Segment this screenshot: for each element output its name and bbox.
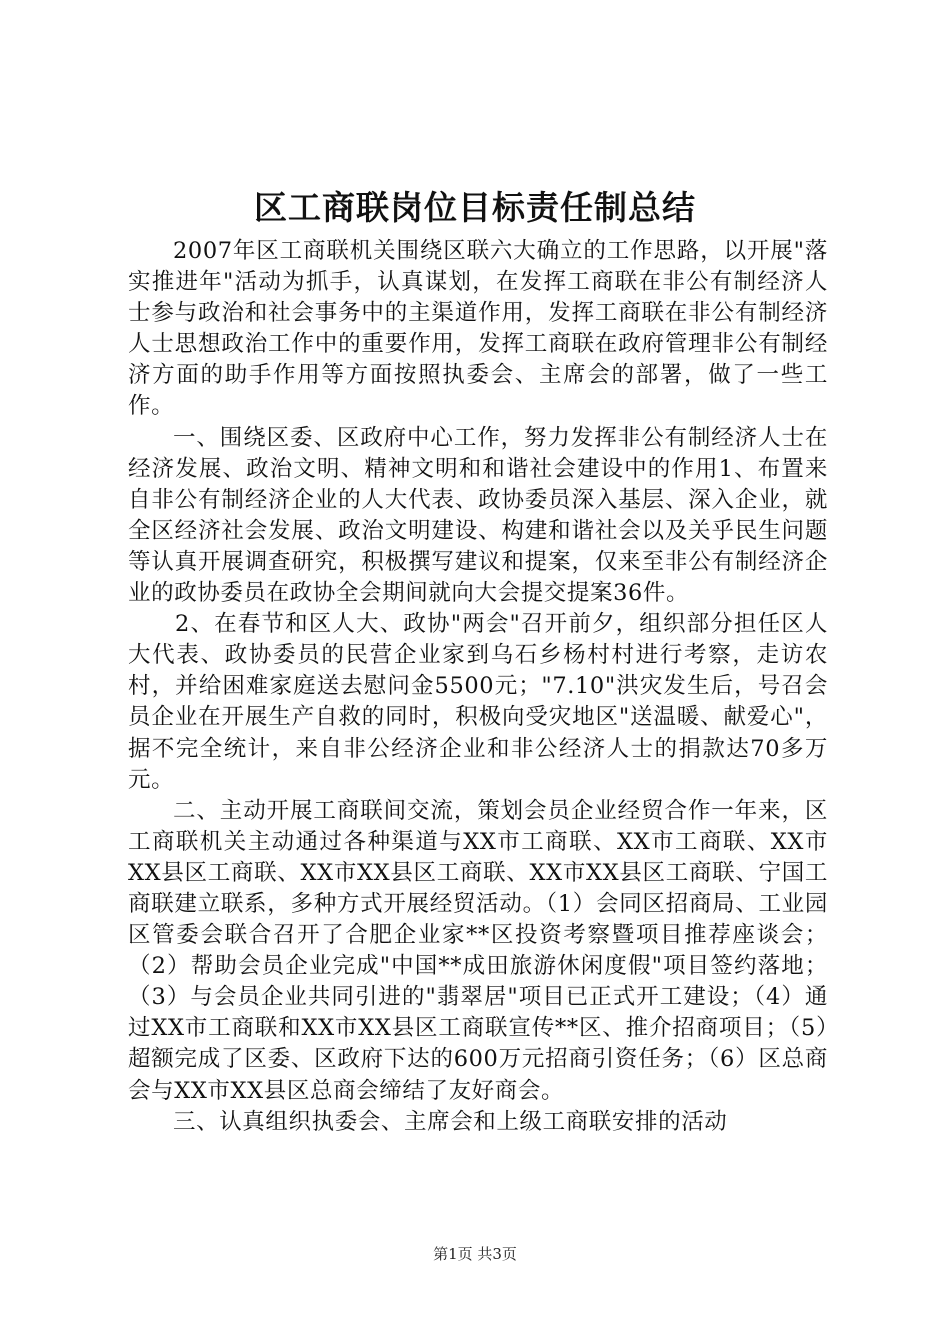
paragraph-section-1: 一、围绕区委、区政府中心工作，努力发挥非公有制经济人士在经济发展、政治文明、精神文明和和谐社会建设中的作用1、布置来自非公有制经济企业的人大代表、政协委员深入基层、深入企业，就全区经济社会发展、政治文明建设、构建和谐社会以及关乎民生问题等认真开展调查研究，积极撰写建议和提案，仅来至非公有制经济企业的政协委员在政协全会期间就向大会提交提案36件。 (128, 424, 828, 607)
paragraph-intro: 2007年区工商联机关围绕区联六大确立的工作思路，以开展"落实推进年"活动为抓手，认真谋划，在发挥工商联在非公有制经济人士参与政治和社会事务中的主渠道作用，发挥工商联在非公有制经济人士思想政治工作中的重要作用，发挥工商联在政府管理非公有制经济方面的助手作用等方面按照执委会、主席会的部署，做了一些工作。 (128, 238, 828, 420)
paragraph-item-2: 2、在春节和区人大、政协"两会"召开前夕，组织部分担任区人大代表、政协委员的民营企业家到乌石乡杨村村进行考察，走访农村，并给困难家庭送去慰问金5500元；"7.10"洪灾发生后，号召会员企业在开展生产自救的同时，积极向受灾地区"送温暖、献爱心"，据不完全统计，来自非公经济企业和非公经济人士的捐款达70多万元。 (128, 611, 828, 793)
page-footer: 第1页 共3页 (433, 1245, 517, 1263)
paragraph-section-3: 三、认真组织执委会、主席会和上级工商联安排的活动 (173, 1108, 728, 1135)
document-title: 区工商联岗位目标责任制总结 (254, 188, 696, 227)
document-body (128, 236, 828, 1138)
paragraph-section-2: 二、主动开展工商联间交流，策划会员企业经贸合作一年来，区工商联机关主动通过各种渠道与XX市工商联、XX市工商联、XX市XX县区工商联、XX市XX县区工商联、XX市XX县区工商联、宁国工商联建立联系，多种方式开展经贸活动。（1）会同区招商局、工业园区管委会联合召开了合肥企业家**区投资考察暨项目推荐座谈会；（2）帮助会员企业完成"中国**成田旅游休闲度假"项目签约落地；（3）与会员企业共同引进的"翡翠居"项目已正式开工建设；（4）通过XX市工商联和XX市XX县区工商联宣传**区、推介招商项目；（5）超额完成了区委、区政府下达的600万元招商引资任务；（6）区总商会与XX市XX县区总商会缔结了友好商会。 (128, 797, 828, 1104)
